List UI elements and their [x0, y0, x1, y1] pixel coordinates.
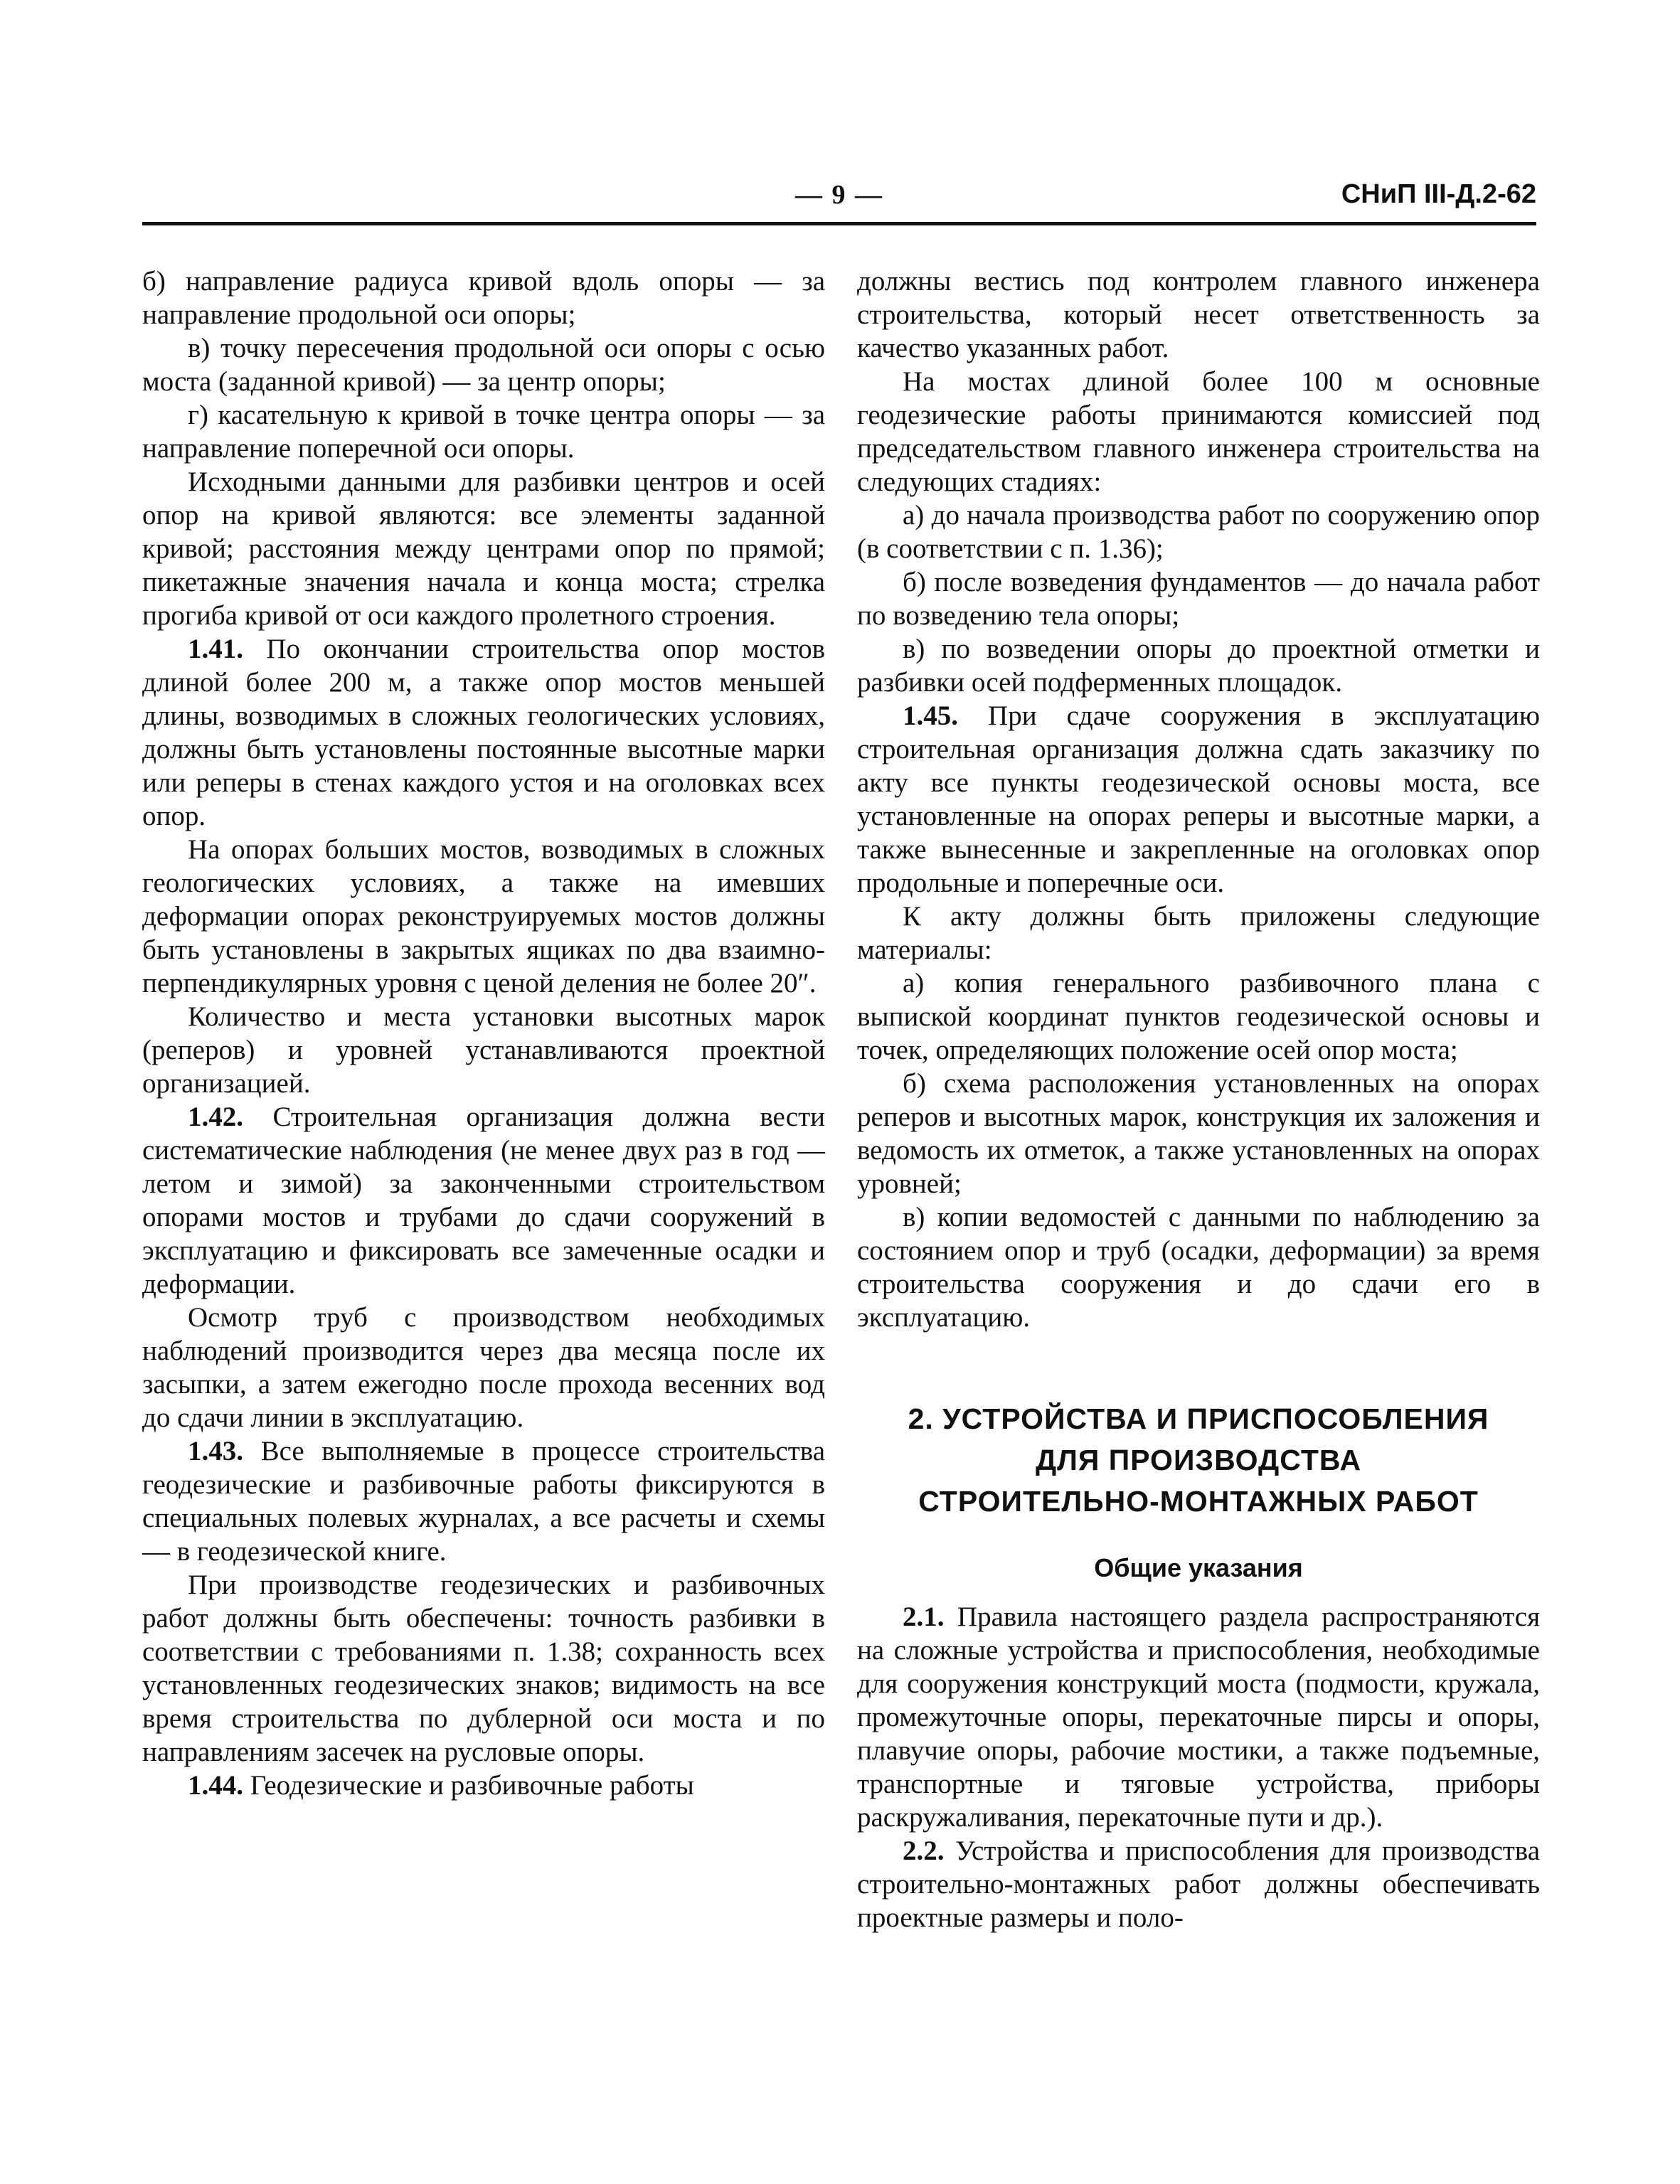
paragraph-text: б) после возведения фундаментов — до начала работ по возведению тела опоры;	[857, 567, 1540, 631]
clause-number: 1.45.	[903, 701, 958, 731]
paragraph-text: а) копия генерального разбивочного плана с выпиской координат пунктов геодезической основы и точек, определяющих положение осей опор моста;	[857, 968, 1540, 1065]
paragraph	[142, 1301, 825, 1434]
paragraph-text: Исходными данными для разбивки центров и осей опор на кривой являются: все элементы заданной кривой; расстояния между центрами опор по прямой; пикетажные значения начала и конца моста; стрелка прогиба кривой от оси каждого пролетного строения.	[142, 467, 825, 631]
right-column-top	[857, 265, 1540, 1334]
paragraph-text: При производстве геодезических и разбивочных работ должны быть обеспечены: точность разбивки в соответствии с требованиями п. 1.38; сохранность всех установленных геодезических знаков; видимость на все время строительства по дублерной оси моста и по направлениям засечек на русловые опоры.	[142, 1570, 825, 1767]
paragraph	[142, 1568, 825, 1769]
paragraph	[857, 365, 1540, 499]
paragraph	[857, 966, 1540, 1067]
paragraph-text: г) касательную к кривой в точке центра опоры — за направление поперечной оси опоры.	[142, 400, 825, 464]
paragraph-text: Строительная организация должна вести систематические наблюдения (не менее двух раз в год — летом и зимой) за законченными строительством опорами мостов и трубами до сдачи сооружений в эксплуатацию и фиксировать все замеченные осадки и деформации.	[142, 1102, 826, 1299]
paragraph-text: Устройства и приспособления для производства строительно-монтажных работ должны обеспечивать проектные размеры и поло-	[857, 1836, 1541, 1933]
section-title-line: СТРОИТЕЛЬНО-МОНТАЖНЫХ РАБОТ	[918, 1485, 1479, 1518]
paragraph-text: На мостах длиной более 100 м основные геодезические работы принимаются комиссией под председательством главного инженера строительства на следующих стадиях:	[857, 366, 1540, 497]
paragraph-text: При сдаче сооружения в эксплуатацию строительная организация должна сдать заказчику по акту все пункты геодезической основы моста, все установленные на опорах реперы и высотные марки, а также вынесенные и закрепленные на оголовках опор продольные и поперечные оси.	[857, 701, 1540, 898]
paragraph	[142, 398, 825, 465]
paragraph-text: Осмотр труб с производством необходимых наблюдений производится через два месяца после их засыпки, а затем ежегодно после прохода весенних вод до сдачи линии в эксплуатацию.	[142, 1302, 825, 1433]
paragraph	[857, 1600, 1540, 1834]
paragraph	[857, 632, 1540, 699]
section-title-line: ДЛЯ ПРОИЗВОДСТВА	[1035, 1444, 1362, 1476]
paragraph-text: должны вестись под контролем главного инженера строительства, который несет ответственность за качество указанных работ.	[857, 266, 1540, 363]
clause-number: 1.41.	[188, 634, 243, 664]
paragraph	[857, 900, 1540, 966]
paragraph-text: По окончании строительства опор мостов длиной более 200 м, а также опор мостов меньшей длины, возводимых в сложных геологических условиях, должны быть установлены постоянные высотные марки или реперы в стенах каждого устоя и на оголовках всех опор.	[142, 634, 826, 831]
paragraph-text: Все выполняемые в процессе строительства геодезические и разбивочные работы фиксируются в специальных полевых журналах, а все расчеты и схемы — в геодезической книге.	[142, 1436, 825, 1567]
page-number: — 9 —	[795, 180, 883, 210]
paragraph	[857, 565, 1540, 632]
paragraph-text: в) по возведении опоры до проектной отметки и разбивки осей подферменных площадок.	[857, 634, 1540, 698]
paragraph	[142, 833, 825, 1000]
paragraph	[142, 632, 825, 833]
clause-number: 2.2.	[903, 1836, 945, 1866]
document-code: СНиП III-Д.2-62	[1341, 179, 1536, 209]
clause-number: 2.1.	[903, 1602, 945, 1632]
section-title	[857, 1398, 1540, 1522]
paragraph-text: На опорах больших мостов, возводимых в сложных геологических условиях, а также на имевших деформации опорах реконструируемых мостов должны быть установлены в закрытых ящиках по два взаимно-перпендикулярных уровня с ценой деления не более 20″.	[142, 834, 825, 998]
paragraph-text: Правила настоящего раздела распространяются на сложные устройства и приспособления, необходимые для сооружения конструкций моста (подмости, кружала, промежуточные опоры, перекаточные пирсы и опоры, плавучие опоры, рабочие мостики, а также подъемные, транспортные и тяговые устройства, приборы раскружаливания, перекаточные пути и др.).	[857, 1602, 1541, 1833]
paragraph-text: б) направление радиуса кривой вдоль опоры — за направление продольной оси опоры;	[142, 266, 825, 330]
paragraph	[142, 465, 825, 632]
paragraph	[142, 1434, 825, 1568]
paragraph	[857, 499, 1540, 565]
paragraph	[142, 331, 825, 398]
paragraph	[142, 265, 825, 331]
paragraph-text: б) схема расположения установленных на опорах реперов и высотных марок, конструкция их заложения и ведомость их отметок, а также установленных на опорах уровней;	[857, 1068, 1540, 1199]
right-column-bottom	[857, 1600, 1540, 1934]
paragraph-text: в) точку пересечения продольной оси опоры с осью моста (заданной кривой) — за центр опоры;	[142, 333, 825, 397]
clause-number: 1.42.	[188, 1102, 243, 1132]
paragraph	[142, 1100, 825, 1301]
paragraph-text: Геодезические и разбивочные работы	[250, 1770, 694, 1801]
section-subtitle: Общие указания	[1094, 1553, 1303, 1582]
paragraph	[857, 1834, 1540, 1934]
right-column	[857, 265, 1540, 1934]
paragraph-text: Количество и места установки высотных марок (реперов) и уровней устанавливаются проектной организацией.	[142, 1001, 825, 1099]
paragraph-text: в) копии ведомостей с данными по наблюдению за состоянием опор и труб (осадки, деформации) за время строительства сооружения и до сдачи его в эксплуатацию.	[857, 1202, 1540, 1333]
paragraph-text: К акту должны быть приложены следующие материалы:	[857, 901, 1540, 965]
section-title-line: 2. УСТРОЙСТВА И ПРИСПОСОБЛЕНИЯ	[908, 1402, 1489, 1435]
clause-number: 1.44.	[188, 1770, 243, 1801]
paragraph	[857, 265, 1540, 365]
paragraph-text: а) до начала производства работ по сооружению опор (в соответствии с п. 1.36);	[857, 500, 1540, 564]
clause-number: 1.43.	[188, 1436, 243, 1466]
paragraph	[857, 1200, 1540, 1334]
paragraph	[142, 1000, 825, 1100]
left-column	[142, 265, 825, 1802]
paragraph	[857, 1067, 1540, 1200]
paragraph	[142, 1769, 825, 1802]
paragraph	[857, 699, 1540, 900]
header-rule	[142, 222, 1536, 225]
